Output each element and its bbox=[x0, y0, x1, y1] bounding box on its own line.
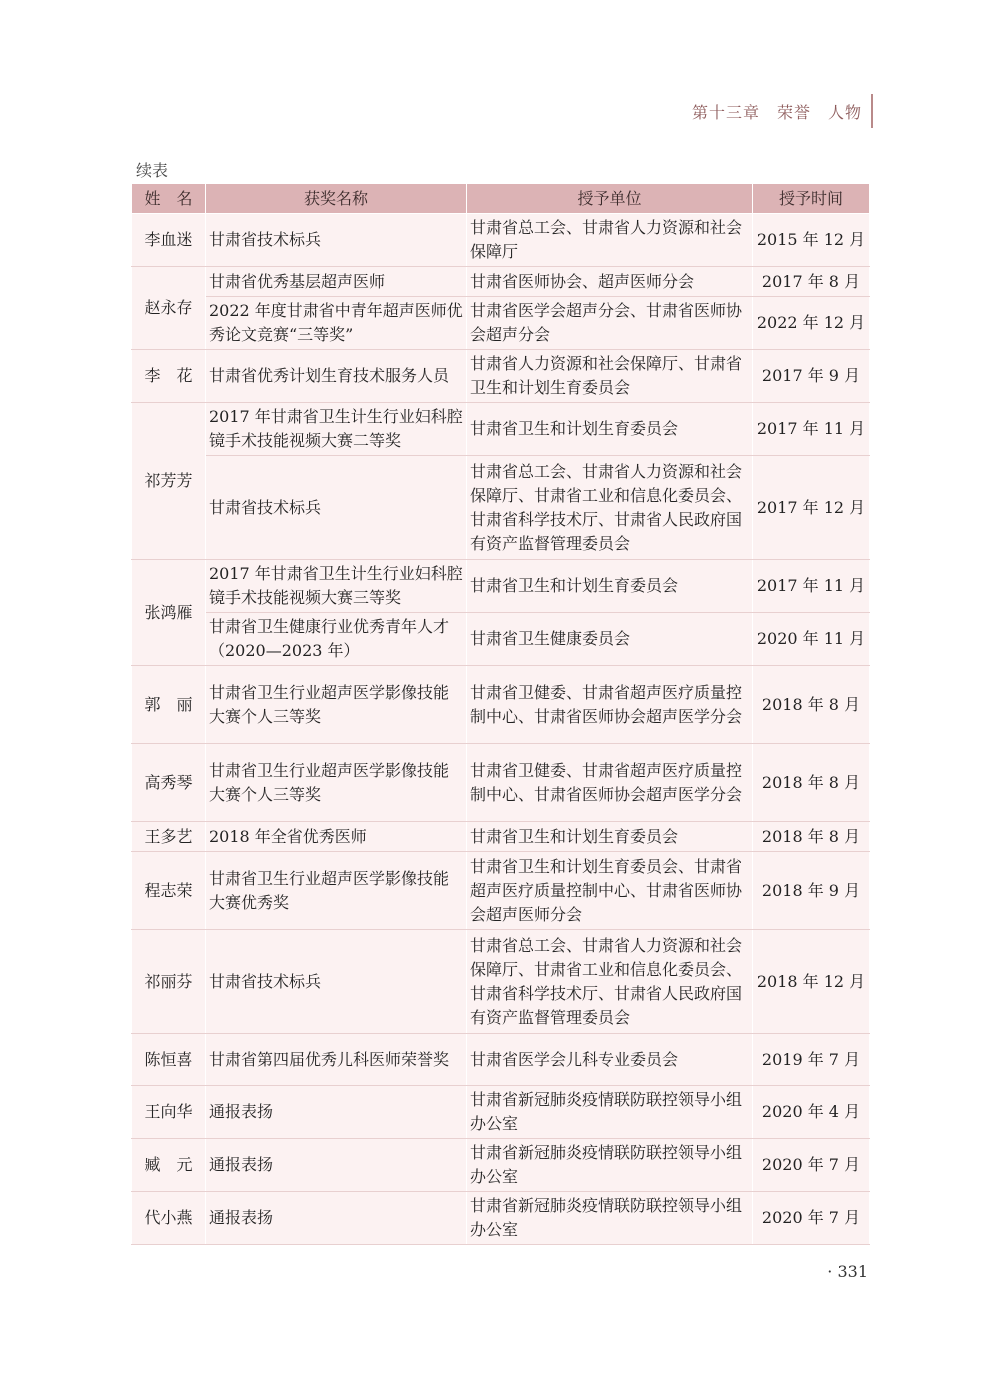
granting-unit: 甘肃省新冠肺炎疫情联防联控领导小组办公室 bbox=[467, 1192, 753, 1245]
granting-unit: 甘肃省医学会超声分会、甘肃省医师协会超声分会 bbox=[467, 297, 753, 350]
table-row bbox=[132, 666, 870, 744]
award-date: 2019 年 7 月 bbox=[753, 1034, 870, 1086]
award-date: 2018 年 12 月 bbox=[753, 930, 870, 1034]
granting-unit: 甘肃省总工会、甘肃省人力资源和社会保障厅、甘肃省工业和信息化委员会、甘肃省科学技术厅、甘肃省人民政府国有资产监督管理委员会 bbox=[467, 930, 753, 1034]
award-name: 甘肃省第四届优秀儿科医师荣誉奖 bbox=[206, 1034, 467, 1086]
award-name: 2017 年甘肃省卫生计生行业妇科腔镜手术技能视频大赛二等奖 bbox=[206, 403, 467, 456]
recipient-name: 赵永存 bbox=[132, 267, 206, 350]
table-row bbox=[132, 267, 870, 297]
header-award: 获奖名称 bbox=[206, 184, 467, 214]
table-row bbox=[132, 560, 870, 613]
granting-unit: 甘肃省卫生和计划生育委员会 bbox=[467, 403, 753, 456]
recipient-name: 王向华 bbox=[132, 1086, 206, 1139]
granting-unit: 甘肃省人力资源和社会保障厅、甘肃省卫生和计划生育委员会 bbox=[467, 350, 753, 403]
award-name: 通报表扬 bbox=[206, 1192, 467, 1245]
recipient-name: 臧 元 bbox=[132, 1139, 206, 1192]
award-name: 甘肃省卫生行业超声医学影像技能大赛优秀奖 bbox=[206, 852, 467, 930]
award-date: 2020 年 11 月 bbox=[753, 613, 870, 666]
granting-unit: 甘肃省卫健委、甘肃省超声医疗质量控制中心、甘肃省医师协会超声医学分会 bbox=[467, 666, 753, 744]
award-name: 甘肃省技术标兵 bbox=[206, 930, 467, 1034]
recipient-name: 祁丽芬 bbox=[132, 930, 206, 1034]
table-caption: 续表 bbox=[136, 161, 169, 180]
table-row bbox=[132, 1034, 870, 1086]
award-date: 2018 年 8 月 bbox=[753, 744, 870, 822]
recipient-name: 代小燕 bbox=[132, 1192, 206, 1245]
granting-unit: 甘肃省卫生和计划生育委员会、甘肃省超声医疗质量控制中心、甘肃省医师协会超声医师分会 bbox=[467, 852, 753, 930]
table-header-row bbox=[132, 184, 870, 214]
granting-unit: 甘肃省医师协会、超声医师分会 bbox=[467, 267, 753, 297]
award-name: 2022 年度甘肃省中青年超声医师优秀论文竞赛“三等奖” bbox=[206, 297, 467, 350]
recipient-name: 祁芳芳 bbox=[132, 403, 206, 560]
granting-unit: 甘肃省卫健委、甘肃省超声医疗质量控制中心、甘肃省医师协会超声医学分会 bbox=[467, 744, 753, 822]
recipient-name: 王多艺 bbox=[132, 822, 206, 852]
recipient-name: 郭 丽 bbox=[132, 666, 206, 744]
granting-unit: 甘肃省总工会、甘肃省人力资源和社会保障厅、甘肃省工业和信息化委员会、甘肃省科学技术厅、甘肃省人民政府国有资产监督管理委员会 bbox=[467, 456, 753, 560]
award-date: 2020 年 4 月 bbox=[753, 1086, 870, 1139]
table-row bbox=[132, 1192, 870, 1245]
granting-unit: 甘肃省医学会儿科专业委员会 bbox=[467, 1034, 753, 1086]
granting-unit: 甘肃省卫生健康委员会 bbox=[467, 613, 753, 666]
award-name: 2018 年全省优秀医师 bbox=[206, 822, 467, 852]
award-name: 甘肃省卫生行业超声医学影像技能大赛个人三等奖 bbox=[206, 744, 467, 822]
award-date: 2018 年 8 月 bbox=[753, 822, 870, 852]
table-row bbox=[132, 822, 870, 852]
recipient-name: 高秀琴 bbox=[132, 744, 206, 822]
award-date: 2015 年 12 月 bbox=[753, 214, 870, 267]
award-date: 2020 年 7 月 bbox=[753, 1192, 870, 1245]
table-row bbox=[132, 744, 870, 822]
award-date: 2020 年 7 月 bbox=[753, 1139, 870, 1192]
table-row bbox=[132, 403, 870, 456]
award-name: 甘肃省技术标兵 bbox=[206, 456, 467, 560]
table-row bbox=[132, 297, 870, 350]
award-name: 通报表扬 bbox=[206, 1086, 467, 1139]
granting-unit: 甘肃省新冠肺炎疫情联防联控领导小组办公室 bbox=[467, 1139, 753, 1192]
awards-table bbox=[131, 183, 870, 1245]
granting-unit: 甘肃省卫生和计划生育委员会 bbox=[467, 560, 753, 613]
award-date: 2018 年 9 月 bbox=[753, 852, 870, 930]
table-row bbox=[132, 613, 870, 666]
granting-unit: 甘肃省总工会、甘肃省人力资源和社会保障厅 bbox=[467, 214, 753, 267]
recipient-name: 程志荣 bbox=[132, 852, 206, 930]
recipient-name: 李 花 bbox=[132, 350, 206, 403]
award-name: 甘肃省技术标兵 bbox=[206, 214, 467, 267]
award-name: 甘肃省卫生健康行业优秀青年人才（2020—2023 年） bbox=[206, 613, 467, 666]
award-date: 2018 年 8 月 bbox=[753, 666, 870, 744]
award-date: 2017 年 9 月 bbox=[753, 350, 870, 403]
award-date: 2022 年 12 月 bbox=[753, 297, 870, 350]
granting-unit: 甘肃省新冠肺炎疫情联防联控领导小组办公室 bbox=[467, 1086, 753, 1139]
table-row bbox=[132, 1139, 870, 1192]
granting-unit: 甘肃省卫生和计划生育委员会 bbox=[467, 822, 753, 852]
award-name: 甘肃省优秀基层超声医师 bbox=[206, 267, 467, 297]
recipient-name: 李血迷 bbox=[132, 214, 206, 267]
table-row bbox=[132, 350, 870, 403]
table-row bbox=[132, 1086, 870, 1139]
table-row bbox=[132, 456, 870, 560]
header-date: 授予时间 bbox=[753, 184, 870, 214]
recipient-name: 陈恒喜 bbox=[132, 1034, 206, 1086]
running-header: 第十三章 荣誉 人物 bbox=[691, 103, 862, 122]
award-date: 2017 年 11 月 bbox=[753, 560, 870, 613]
table-row bbox=[132, 852, 870, 930]
award-date: 2017 年 8 月 bbox=[753, 267, 870, 297]
award-date: 2017 年 11 月 bbox=[753, 403, 870, 456]
header-divider bbox=[871, 94, 873, 128]
award-date: 2017 年 12 月 bbox=[753, 456, 870, 560]
table-row bbox=[132, 930, 870, 1034]
award-name: 甘肃省卫生行业超声医学影像技能大赛个人三等奖 bbox=[206, 666, 467, 744]
header-name: 姓 名 bbox=[132, 184, 206, 214]
award-name: 甘肃省优秀计划生育技术服务人员 bbox=[206, 350, 467, 403]
award-name: 2017 年甘肃省卫生计生行业妇科腔镜手术技能视频大赛三等奖 bbox=[206, 560, 467, 613]
header-unit: 授予单位 bbox=[467, 184, 753, 214]
award-name: 通报表扬 bbox=[206, 1139, 467, 1192]
page-number: · 331 bbox=[827, 1262, 868, 1281]
table-row bbox=[132, 214, 870, 267]
recipient-name: 张鸿雁 bbox=[132, 560, 206, 666]
